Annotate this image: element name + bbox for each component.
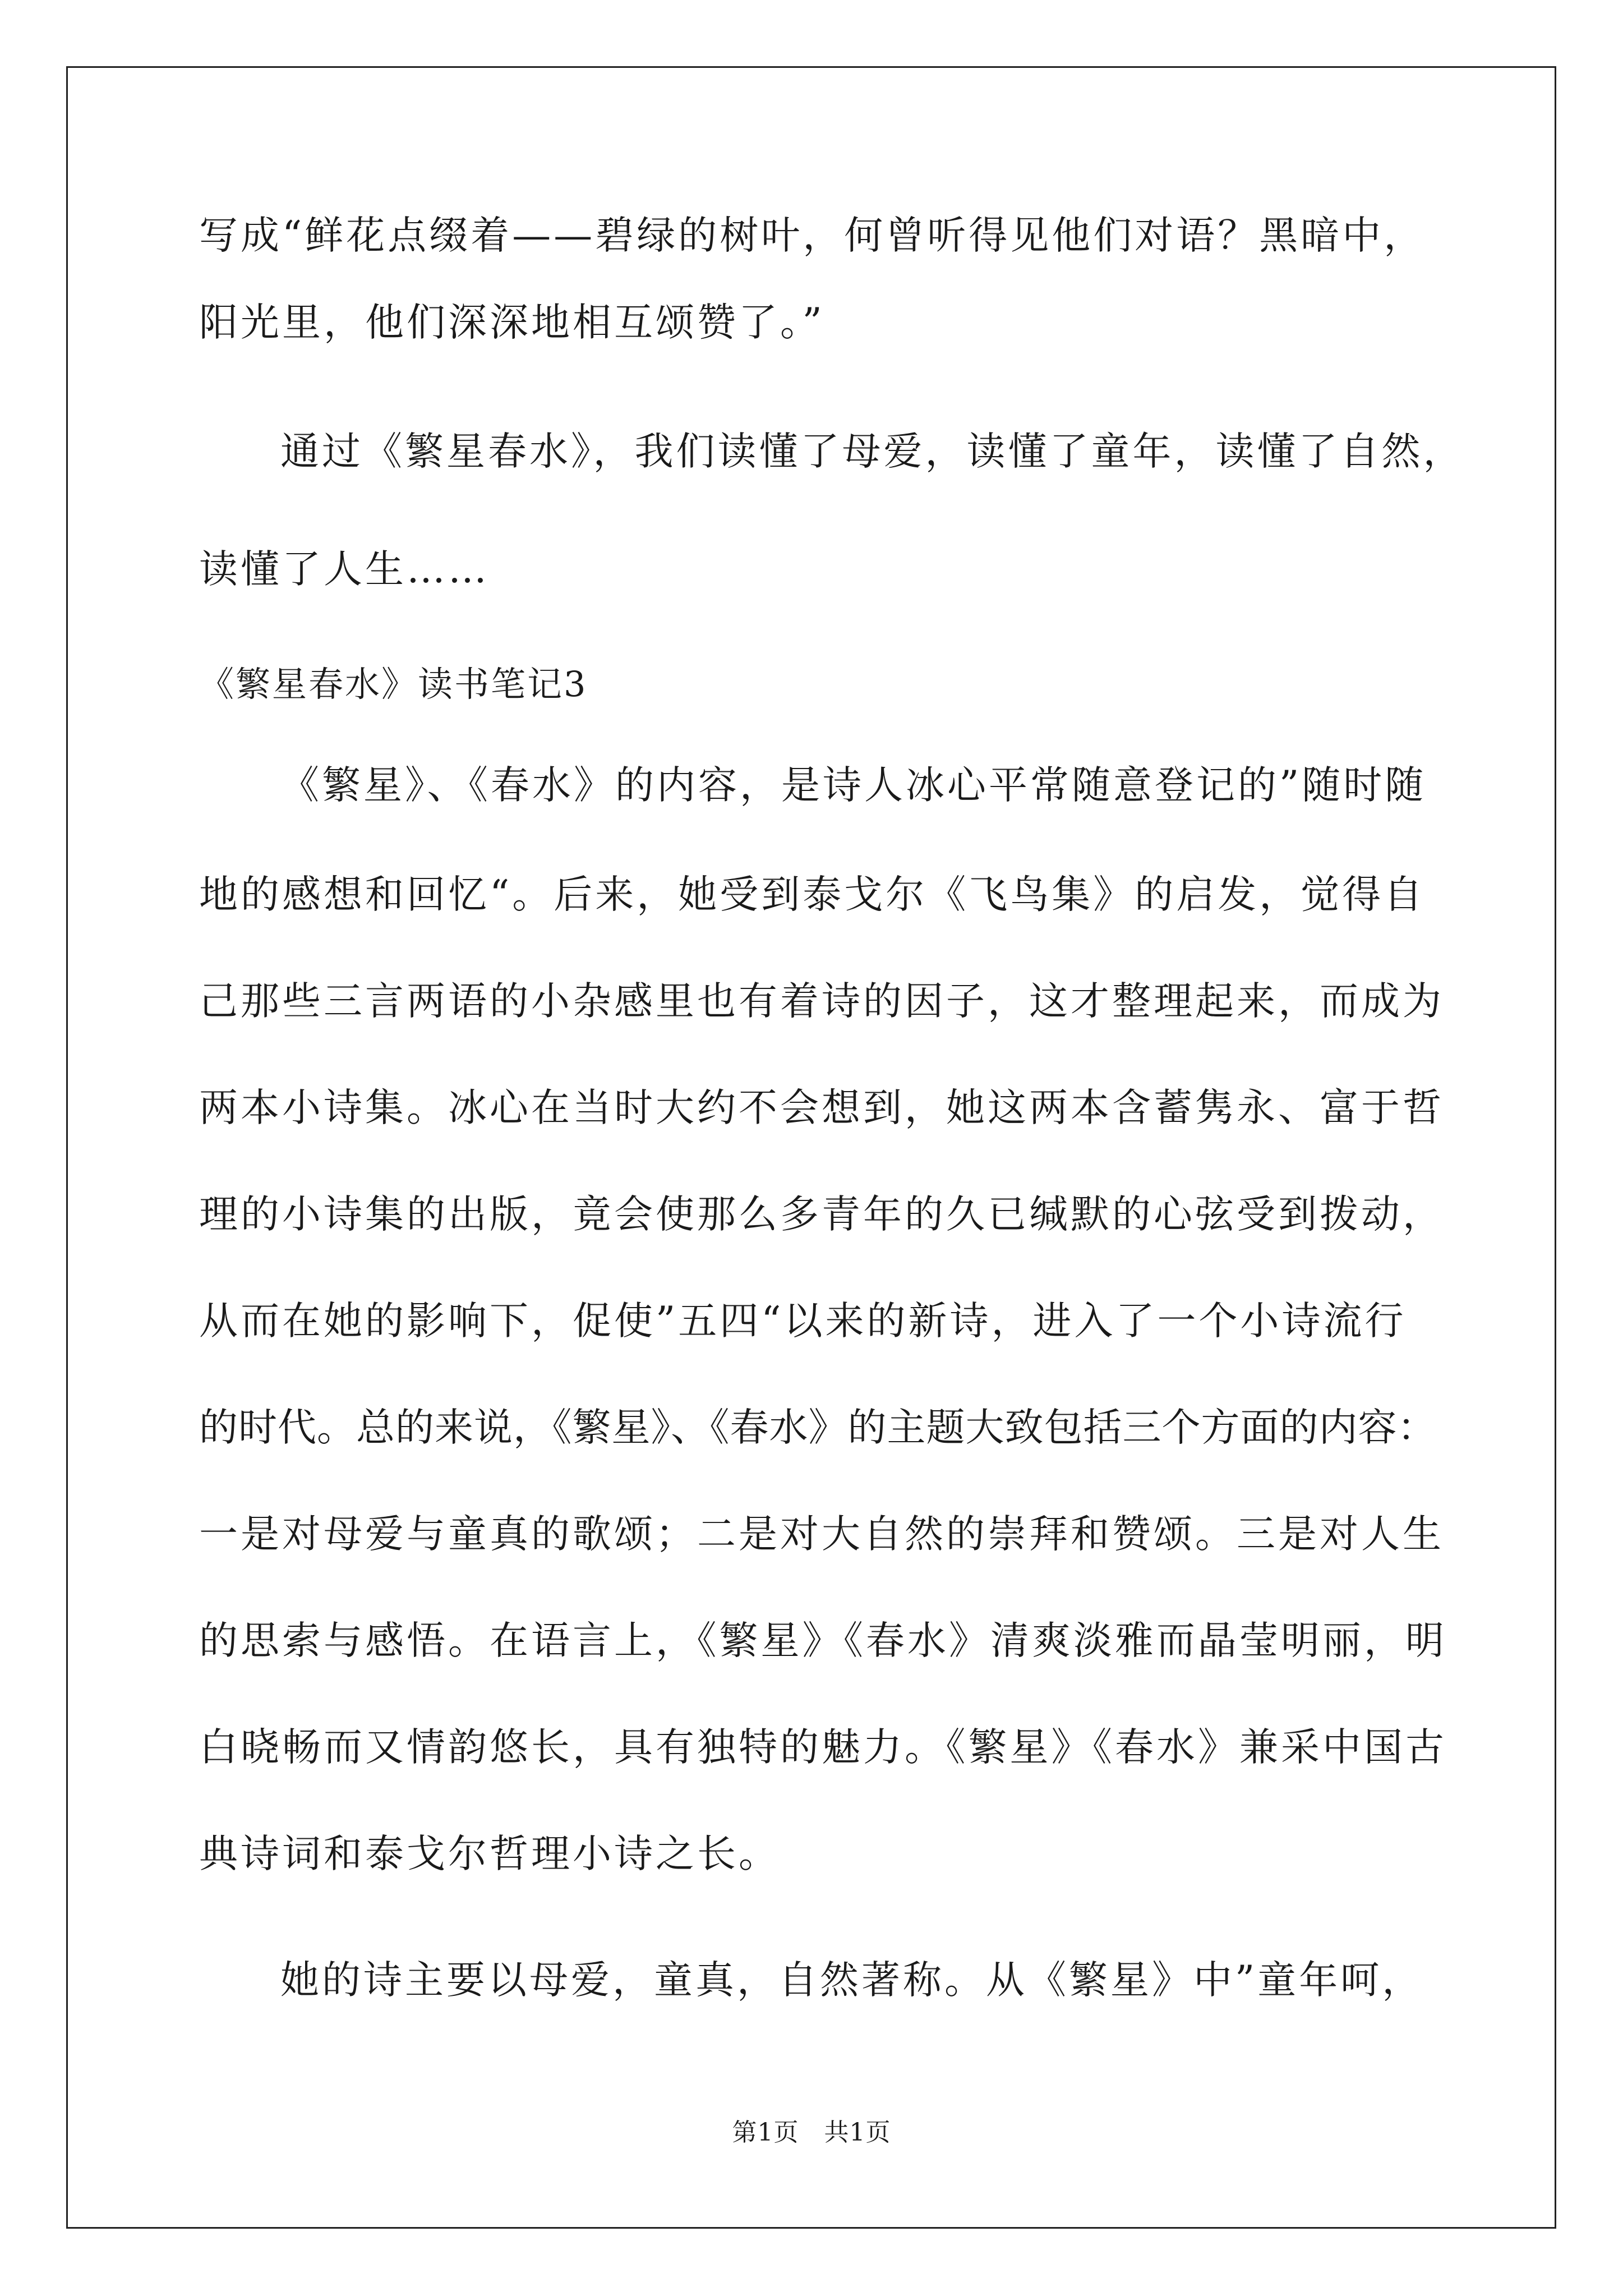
page-number-footer: 第1页 共1页 xyxy=(732,2118,891,2147)
paragraph-start-line: 她的诗主要以母爱，童真，自然著称。从《繁星》中”童年呵， xyxy=(280,1958,1424,2003)
text-line: 写成“鲜花点缀着——碧绿的树叶，何曾听得见他们对语？黑暗中， xyxy=(199,213,1426,258)
text-line: 地的感想和回忆“。后来，她受到泰戈尔《飞鸟集》的启发，觉得自 xyxy=(199,872,1426,917)
text-line: 己那些三言两语的小杂感里也有着诗的因子，这才整理起来，而成为 xyxy=(199,979,1444,1024)
text-line: 从而在她的影响下，促使”五四“以来的新诗，进入了一个小诗流行 xyxy=(199,1299,1407,1343)
text-line: 一是对母爱与童真的歌颂；二是对大自然的崇拜和赞颂。三是对人生 xyxy=(199,1512,1444,1557)
text-line: 阳光里，他们深深地相互颂赞了。” xyxy=(199,300,825,345)
text-line: 两本小诗集。冰心在当时大约不会想到，她这两本含蓄隽永、富于哲 xyxy=(199,1085,1444,1130)
paragraph-start-line: 《繁星》、《春水》的内容，是诗人冰心平常随意登记的”随时随 xyxy=(280,763,1427,808)
section-heading: 《繁星春水》读书笔记3 xyxy=(199,664,588,705)
text-line: 理的小诗集的出版，竟会使那么多青年的久已缄默的心弦受到拨动， xyxy=(199,1192,1444,1237)
text-line: 的思索与感悟。在语言上，《繁星》《春水》清爽淡雅而晶莹明丽，明 xyxy=(199,1618,1447,1663)
text-line: 的时代。总的来说，《繁星》、《春水》的主题大致包括三个方面的内容： xyxy=(199,1405,1437,1450)
page-border xyxy=(66,66,1556,2229)
text-line: 典诗词和泰戈尔哲理小诗之长。 xyxy=(199,1832,780,1876)
text-line: 白晓畅而又情韵悠长，具有独特的魅力。《繁星》《春水》兼采中国古 xyxy=(199,1725,1447,1770)
paragraph-start-line: 通过《繁星春水》，我们读懂了母爱，读懂了童年，读懂了自然， xyxy=(280,429,1465,474)
text-line: 读懂了人生…… xyxy=(199,547,490,592)
